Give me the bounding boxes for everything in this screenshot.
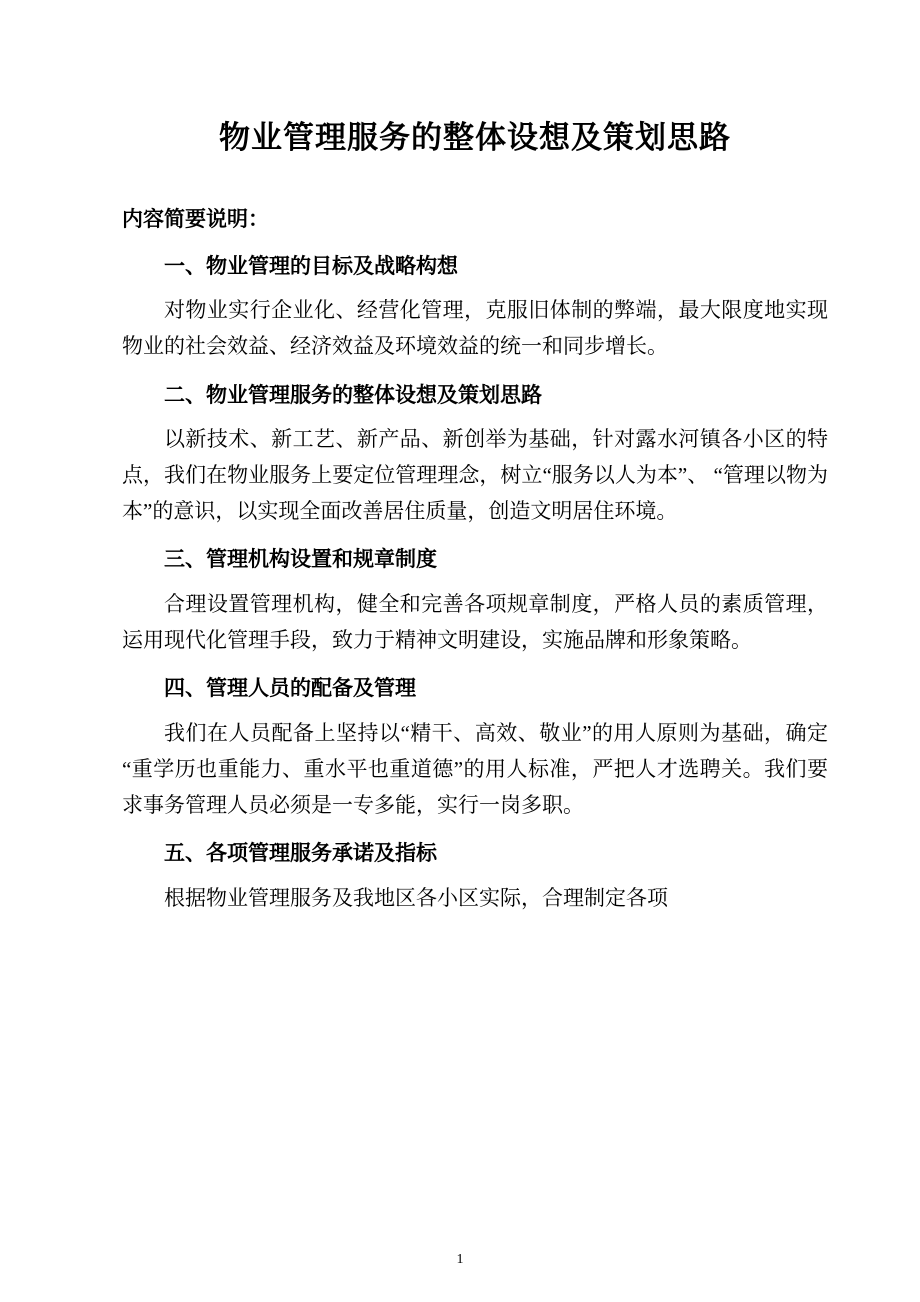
section-body-2: 以新技术、新工艺、新产品、新创举为基础，针对露水河镇各小区的特点，我们在物业服务上要定位管理理念，树立“服务以人为本”、 “管理以物为本”的意识，以实现全面改善居住质量，创造文明居住环境。 [122,427,828,524]
section-body-3: 合理设置管理机构，健全和完善各项规章制度，严格人员的素质管理，运用现代化管理手段，致力于精神文明建设，实施品牌和形象策略。 [122,591,828,653]
page-number: 1 [456,1252,464,1267]
page-title: 物业管理服务的整体设想及策划思路 [219,120,731,156]
section-heading-3: 三、管理机构设置和规章制度 [164,547,437,572]
section-heading-5: 五、各项管理服务承诺及指标 [164,841,437,866]
section-body-5: 根据物业管理服务及我地区各小区实际，合理制定各项 [164,885,668,910]
section-body-1: 对物业实行企业化、经营化管理，克服旧体制的弊端，最大限度地实现物业的社会效益、经济效益及环境效益的统一和同步增长。 [122,298,828,359]
section-body-4: 我们在人员配备上坚持以“精干、高效、敬业”的用人原则为基础，确定“重学历也重能力、重水平也重道德”的用人标准，严把人才选聘关。我们要求事务管理人员必须是一专多能，实行一岗多职。 [122,720,828,817]
section-heading-2: 二、物业管理服务的整体设想及策划思路 [164,382,542,407]
section-heading-4: 四、管理人员的配备及管理 [164,676,416,701]
section-heading-1: 一、物业管理的目标及战略构想 [164,253,458,278]
content-summary-label: 内容简要说明： [122,207,269,232]
